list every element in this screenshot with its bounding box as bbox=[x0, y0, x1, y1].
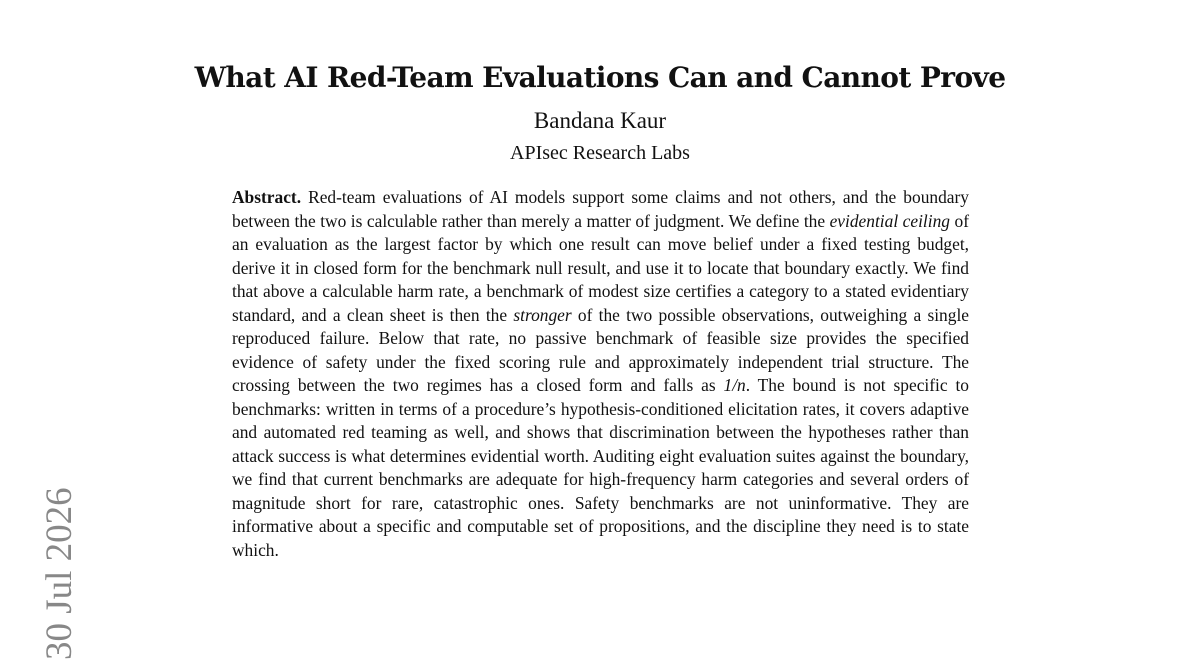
author-name: Bandana Kaur bbox=[533, 108, 667, 133]
abstract-term-stronger: stronger bbox=[513, 304, 572, 325]
abstract-text-2: of an evaluation as the largest factor by which one result can move belief under a fixed testing budget, derive it in closed form for the benchmark null result, and use it to locate that boundary exactly. We find that above a calculable harm rate, a benchmark of modest size certifies a category to a stated evidentiary standard, and a clean sheet is then the bbox=[232, 210, 969, 325]
arxiv-sidebar-date: 30 Jul 2026 bbox=[39, 487, 80, 660]
abstract-label: Abstract. bbox=[232, 187, 302, 207]
abstract-term-evidential-ceiling: evidential ceiling bbox=[829, 210, 950, 231]
abstract-math-one-over-n: 1/n bbox=[723, 375, 746, 395]
paper-title: What AI Red-Team Evaluations Can and Cannot Prove bbox=[194, 61, 1006, 94]
author-affiliation: APIsec Research Labs bbox=[510, 142, 690, 164]
abstract-paragraph bbox=[232, 186, 969, 562]
abstract-text-3: of the two possible observations, outweighing a single reproduced failure. Below that rate, no passive benchmark of feasible size provides the specified evidence of safety under the fixed scoring rule and approximately independent trial structure. The crossing between the two regimes has a closed form and falls as bbox=[232, 304, 969, 395]
abstract-text-4: . The bound is not specific to benchmarks: written in terms of a procedure’s hypothesis-conditioned elicitation rates, it covers adaptive and automated red teaming as well, and shows that discrimination between the hypotheses rather than attack success is what determines evidential worth. Auditing eight evaluation suites against the boundary, we find that current benchmarks are adequate for high-frequency harm categories and several orders of magnitude short for rare, catastrophic ones. Safety benchmarks are not uninformative. They are informative about a specific and computable set of propositions, and the discipline they need is to state which. bbox=[232, 375, 969, 560]
abstract-text-1: Red-team evaluations of AI models support some claims and not others, and the boundary between the two is calculable rather than merely a matter of judgment. We define the bbox=[232, 187, 969, 231]
